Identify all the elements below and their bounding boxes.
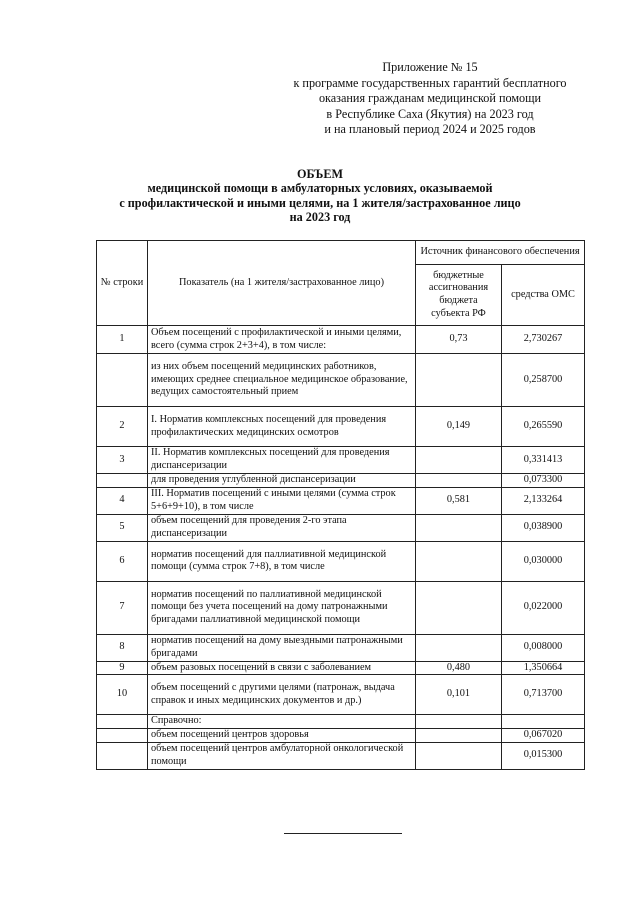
oms-value-cell: 0,073300 — [502, 474, 585, 488]
indicator-cell: Справочно: — [148, 715, 416, 729]
appendix-line: Приложение № 15 — [382, 60, 478, 74]
title-line: с профилактической и иными целями, на 1 жителя/застрахованное лицо — [119, 195, 521, 210]
budget-value-cell — [416, 715, 502, 729]
signature-line — [284, 833, 402, 834]
oms-value-cell: 0,713700 — [502, 675, 585, 715]
indicator-cell: II. Норматив комплексных посещений для проведения диспансеризации — [148, 447, 416, 474]
indicator-cell: объем посещений центров здоровья — [148, 728, 416, 742]
oms-value-cell: 2,730267 — [502, 326, 585, 354]
indicator-cell: из них объем посещений медицинских работников, имеющих среднее специальное медицинское образование, ведущих самостоятельный прием — [148, 354, 416, 407]
budget-value-cell — [416, 742, 502, 769]
row-number-cell: 7 — [97, 581, 148, 634]
header-indicator: Показатель (на 1 жителя/застрахованное лицо) — [148, 241, 416, 326]
table-row — [97, 326, 585, 354]
row-number-cell — [97, 715, 148, 729]
budget-value-cell: 0,581 — [416, 487, 502, 514]
oms-value-cell: 2,133264 — [502, 487, 585, 514]
table-row — [97, 487, 585, 514]
indicator-cell: Объем посещений с профилактической и иными целями, всего (сумма строк 2+3+4), в том числе: — [148, 326, 416, 354]
row-number-cell: 6 — [97, 541, 148, 581]
oms-value-cell: 0,038900 — [502, 514, 585, 541]
header-budget: бюджетные ассигнования бюджета субъекта РФ — [416, 265, 502, 326]
indicator-cell: объем посещений центров амбулаторной онкологической помощи — [148, 742, 416, 769]
title-line: ОБЪЕМ — [296, 167, 344, 181]
budget-value-cell: 0,480 — [416, 661, 502, 675]
row-number-cell: 4 — [97, 487, 148, 514]
indicator-cell: норматив посещений на дому выездными патронажными бригадами — [148, 634, 416, 661]
row-number-cell — [97, 728, 148, 742]
row-number-cell — [97, 354, 148, 407]
appendix-line: к программе государственных гарантий бесплатного — [293, 75, 567, 90]
budget-value-cell: 0,101 — [416, 675, 502, 715]
budget-value-cell — [416, 581, 502, 634]
appendix-line: оказания гражданам медицинской помощи — [318, 91, 542, 106]
row-number-cell: 8 — [97, 634, 148, 661]
volume-table — [96, 240, 585, 770]
indicator-cell: объем разовых посещений в связи с заболеванием — [148, 661, 416, 675]
budget-value-cell — [416, 728, 502, 742]
budget-value-cell — [416, 514, 502, 541]
budget-value-cell — [416, 447, 502, 474]
oms-value-cell: 1,350664 — [502, 661, 585, 675]
oms-value-cell: 0,258700 — [502, 354, 585, 407]
indicator-cell: для проведения углубленной диспансеризации — [148, 474, 416, 488]
row-number-cell: 10 — [97, 675, 148, 715]
row-number-cell: 5 — [97, 514, 148, 541]
budget-value-cell: 0,149 — [416, 407, 502, 447]
budget-value-cell — [416, 634, 502, 661]
oms-value-cell: 0,265590 — [502, 407, 585, 447]
oms-value-cell: 0,015300 — [502, 742, 585, 769]
header-funding-source: Источник финансового обеспечения — [416, 241, 585, 265]
budget-value-cell — [416, 541, 502, 581]
row-number-cell — [97, 474, 148, 488]
row-number-cell: 1 — [97, 326, 148, 354]
table-row — [97, 661, 585, 675]
row-number-cell: 2 — [97, 407, 148, 447]
header-oms: средства ОМС — [502, 265, 585, 326]
appendix-line: в Республике Саха (Якутия) на 2023 год — [326, 106, 534, 121]
row-number-cell: 3 — [97, 447, 148, 474]
oms-value-cell: 0,067020 — [502, 728, 585, 742]
indicator-cell: объем посещений с другими целями (патронаж, выдача справок и иных медицинских документов и др.) — [148, 675, 416, 715]
title-line: медицинской помощи в амбулаторных условиях, оказываемой — [147, 181, 493, 196]
indicator-cell: III. Норматив посещений с иными целями (сумма строк 5+6+9+10), в том числе — [148, 487, 416, 514]
oms-value-cell: 0,030000 — [502, 541, 585, 581]
table-row — [97, 514, 585, 541]
table-row — [97, 354, 585, 407]
table-row — [97, 407, 585, 447]
document-title — [60, 167, 580, 224]
oms-value-cell — [502, 715, 585, 729]
oms-value-cell: 0,008000 — [502, 634, 585, 661]
row-number-cell — [97, 742, 148, 769]
oms-value-cell: 0,331413 — [502, 447, 585, 474]
budget-value-cell — [416, 474, 502, 488]
table-row — [97, 474, 585, 488]
table-row — [97, 715, 585, 729]
header-row-number: № строки — [97, 241, 148, 326]
table-row — [97, 541, 585, 581]
table-row — [97, 728, 585, 742]
table-row — [97, 447, 585, 474]
appendix-line: и на плановый период 2024 и 2025 годов — [324, 122, 536, 137]
indicator-cell: I. Норматив комплексных посещений для проведения профилактических медицинских осмотров — [148, 407, 416, 447]
table-row — [97, 634, 585, 661]
oms-value-cell: 0,022000 — [502, 581, 585, 634]
title-line: на 2023 год — [289, 209, 351, 224]
appendix-header — [280, 60, 580, 138]
indicator-cell: норматив посещений для паллиативной медицинской помощи (сумма строк 7+8), в том числе — [148, 541, 416, 581]
row-number-cell: 9 — [97, 661, 148, 675]
table-row — [97, 742, 585, 769]
budget-value-cell — [416, 354, 502, 407]
table-header-row — [97, 241, 585, 265]
indicator-cell: норматив посещений по паллиативной медицинской помощи без учета посещений на дому патронажными бригадами паллиативной медицинской помощи — [148, 581, 416, 634]
budget-value-cell: 0,73 — [416, 326, 502, 354]
table-row — [97, 675, 585, 715]
table-row — [97, 581, 585, 634]
indicator-cell: объем посещений для проведения 2-го этапа диспансеризации — [148, 514, 416, 541]
